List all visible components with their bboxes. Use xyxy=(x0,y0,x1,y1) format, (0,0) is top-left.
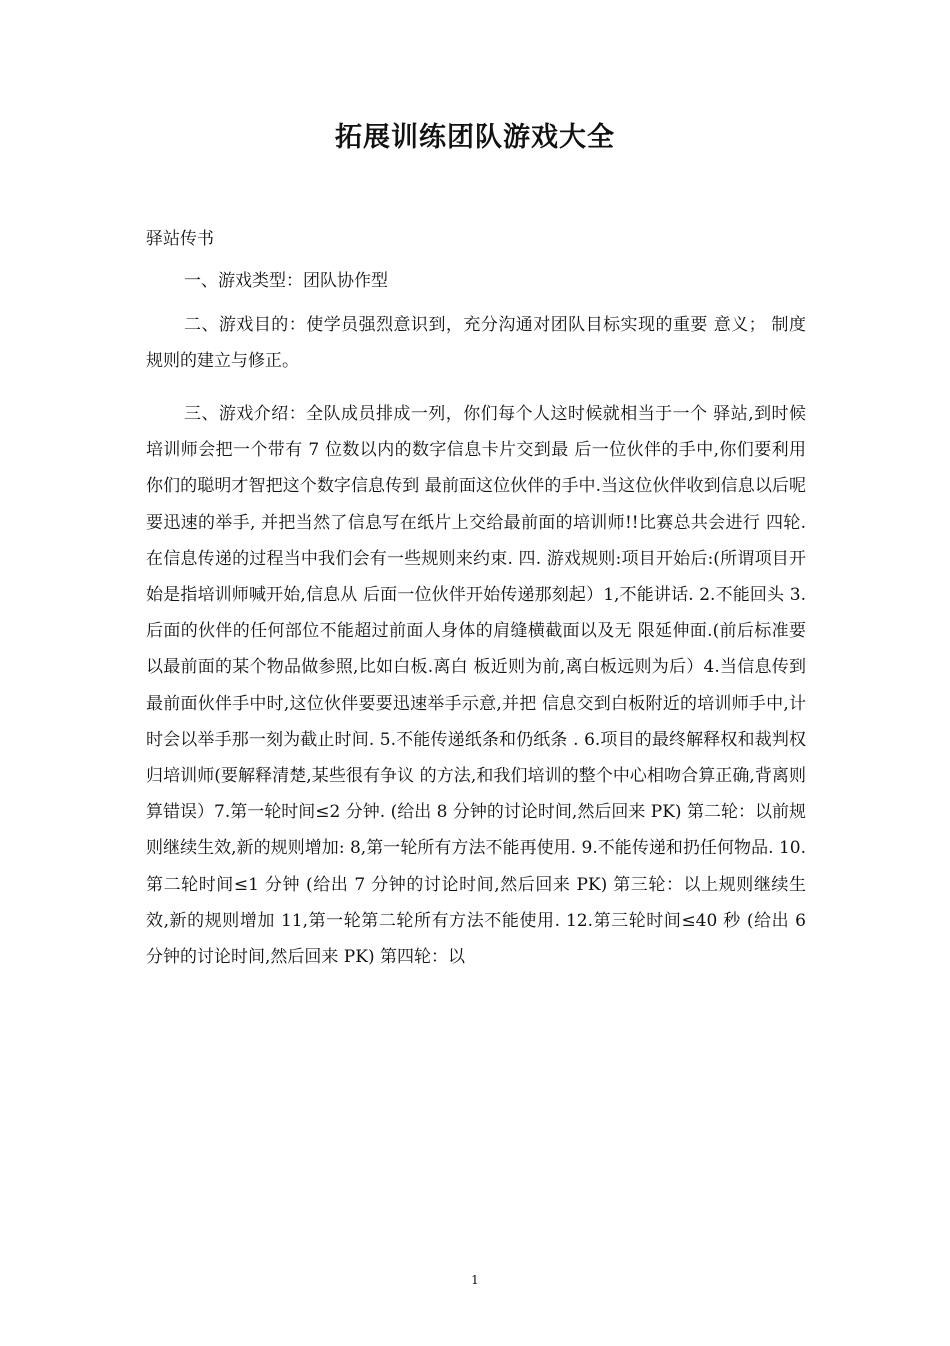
section-heading: 驿站传书 xyxy=(146,229,214,249)
paragraph-game-purpose: 二、游戏目的：使学员强烈意识到，充分沟通对团队目标实现的重要 意义； 制度规则的建立与修正。 xyxy=(146,315,806,372)
document-title: 拓展训练团队游戏大全 xyxy=(335,122,615,153)
paragraph-game-type: 一、游戏类型：团队协作型 xyxy=(184,271,388,291)
page-number: 1 xyxy=(471,1273,479,1287)
paragraph-game-intro: 三、游戏介绍：全队成员排成一列，你们每个人这时候就相当于一个 驿站,到时候培训师会把一个带有 7 位数以内的数字信息卡片交到最 后一位伙伴的手中,你们要利用你们的聪明才智把这个数字信息传到 最前面这位伙伴的手中.当这位伙伴收到信息以后呢要迅速的举手, 并把当然了信息写在纸片上交给最前面的培训师!!比赛总共会进行 四轮.在信息传递的过程当中我们会有一些规则来约束. 四. 游戏规则:项目开始后:(所谓项目开始是指培训师喊开始,信息从 后面一位伙伴开始传递那刻起）1,不能讲话. 2.不能回头 3.后面的伙伴的任何部位不能超过前面人身体的肩缝横截面以及无 限延伸面.(前后标准要以最前面的某个物品做参照,比如白板.离白 板近则为前,离白板远则为后）4.当信息传到最前面伙伴手中时,这位伙伴要要迅速举手示意,并把 信息交到白板附近的培训师手中,计时会以举手那一刻为截止时间. 5.不能传递纸条和仍纸条 . 6.项目的最终解释权和裁判权归培训师(要解释清楚,某些很有争议 的方法,和我们培训的整个中心相吻合算正确,背离则算错误）7.第一轮时间≤2 分钟. (给出 8 分钟的讨论时间,然后回来 PK) 第二轮：以前规则继续生效,新的规则增加: 8,第一轮所有方法不能再使用. 9.不能传递和扔任何物品. 10.第二轮时间≤1 分钟 (给出 7 分钟的讨论时间,然后回来 PK) 第三轮：以上规则继续生效,新的规则增加 11,第一轮第二轮所有方法不能使用. 12.第三轮时间≤40 秒 (给出 6 分钟的讨论时间,然后回来 PK) 第四轮：以 xyxy=(146,404,806,968)
